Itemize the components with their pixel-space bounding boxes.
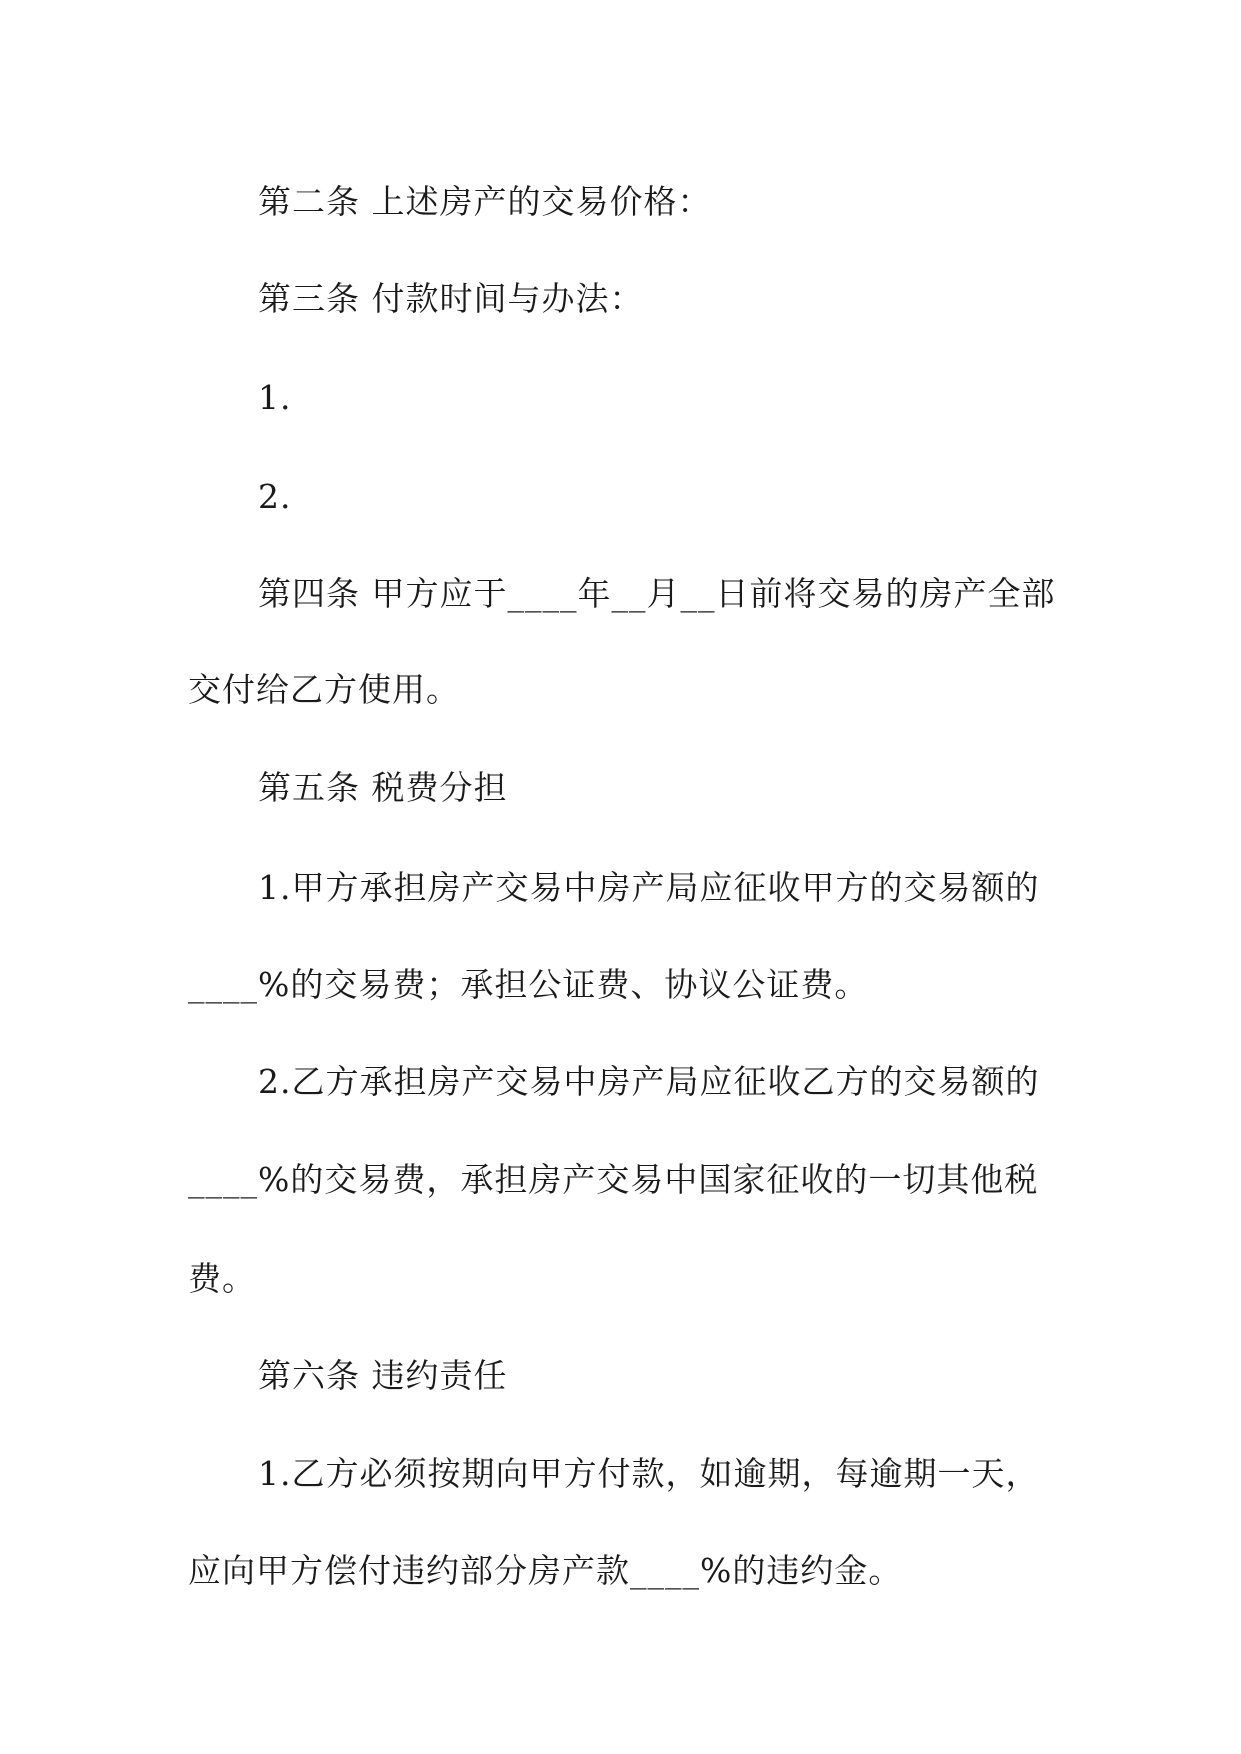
- tax-item-1-cont: ____%的交易费；承担公证费、协议公证费。: [188, 965, 869, 1004]
- article-6-heading: 第六条 违约责任: [258, 1356, 508, 1395]
- payment-item-2: 2.: [258, 477, 292, 516]
- article-4-text-cont: 交付给乙方使用。: [188, 670, 460, 709]
- tax-item-2: 2.乙方承担房产交易中房产局应征收乙方的交易额的: [258, 1062, 1040, 1101]
- article-5-heading: 第五条 税费分担: [258, 768, 508, 807]
- tax-item-1: 1.甲方承担房产交易中房产局应征收甲方的交易额的: [258, 868, 1040, 907]
- liability-item-1-cont: 应向甲方偿付违约部分房产款____%的违约金。: [188, 1551, 903, 1590]
- liability-item-1: 1.乙方必须按期向甲方付款，如逾期，每逾期一天，: [258, 1454, 1040, 1493]
- payment-item-1: 1.: [258, 378, 292, 417]
- article-3-heading: 第三条 付款时间与办法：: [258, 279, 644, 318]
- article-2-heading: 第二条 上述房产的交易价格：: [258, 182, 712, 221]
- tax-item-2-end: 费。: [188, 1259, 256, 1298]
- tax-item-2-cont: ____%的交易费，承担房产交易中国家征收的一切其他税: [188, 1160, 1039, 1199]
- article-4-text: 第四条 甲方应于____年__月__日前将交易的房产全部: [258, 574, 1056, 613]
